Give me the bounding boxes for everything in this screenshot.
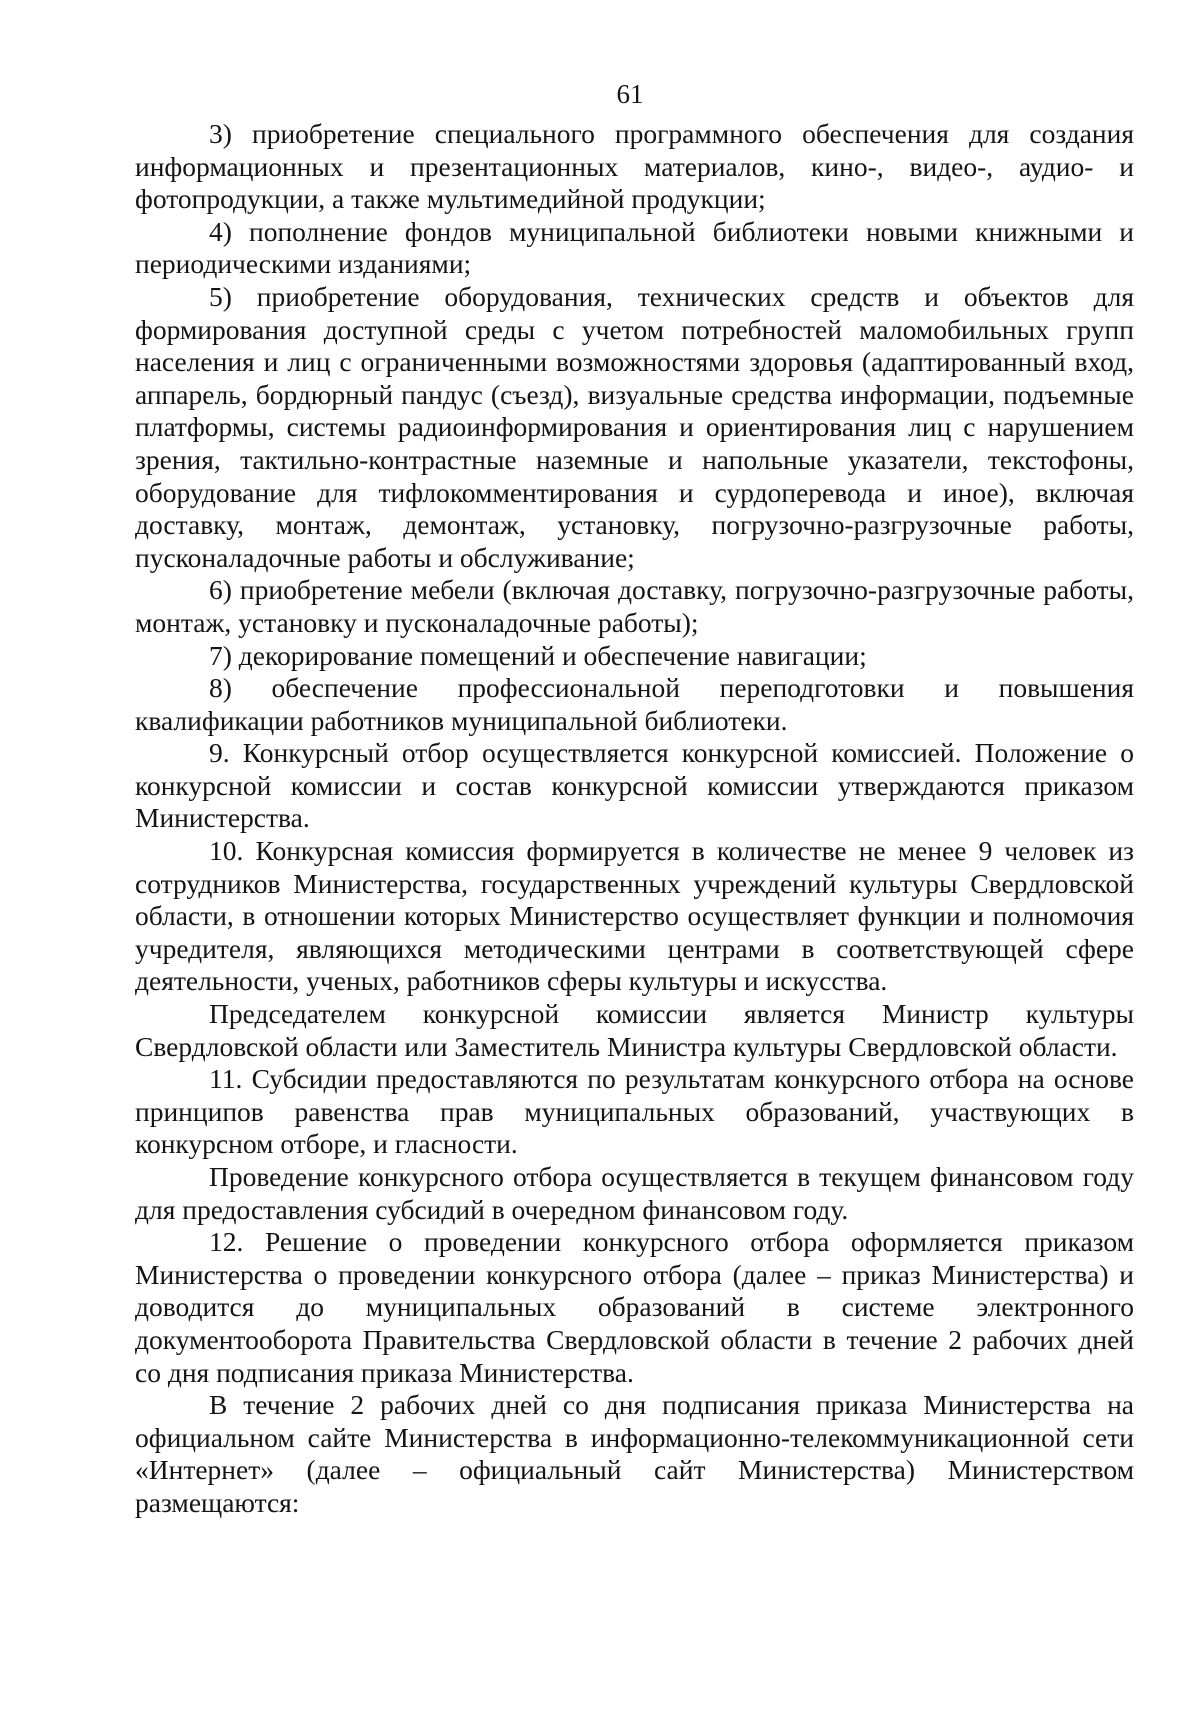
paragraph-item-6: 6) приобретение мебели (включая доставку, погрузочно-разгрузочные работы, монтаж, установку и пусконаладочные работы);: [135, 574, 1134, 638]
paragraph-clause-10: 10. Конкурсная комиссия формируется в количестве не менее 9 человек из сотрудников Министерства, государственных учреждений культуры Свердловской области, в отношении которых Министерство осуществляет функции и полномочия учредителя, являющихся методическими центрами в соответствующей сфере деятельности, ученых, работников сферы культуры и искусства.: [135, 835, 1134, 997]
paragraph-item-4: 4) пополнение фондов муниципальной библиотеки новыми книжными и периодическими изданиями;: [135, 215, 1134, 280]
paragraph-item-5: 5) приобретение оборудования, технических средств и объектов для формирования доступной среды с учетом потребностей маломобильных групп населения и лиц с ограниченными возможностями здоровья (адаптированный вход, аппарель, бордюрный пандус (съезд), визуальные средства информации, подъемные платформы, системы радиоинформирования и ориентирования лиц с нарушением зрения, тактильно-контрастные наземные и напольные указатели, текстофоны, оборудование для тифлокомментирования и сурдоперевода и иное), включая доставку, монтаж, демонтаж, установку, погрузочно-разгрузочные работы, пусконаладочные работы и обслуживание;: [135, 280, 1134, 573]
paragraph-commission-chair: Председателем конкурсной комиссии является Министр культуры Свердловской области или Заместитель Министра культуры Свердловской области.: [135, 998, 1134, 1062]
page-number: 61: [616, 79, 644, 109]
paragraph-item-7: 7) декорирование помещений и обеспечение навигации;: [209, 639, 867, 671]
document-body: [135, 118, 1134, 1520]
paragraph-item-3: 3) приобретение специального программного обеспечения для создания информационных и презентационных материалов, кино-, видео-, аудио- и фотопродукции, а также мультимедийной продукции;: [135, 118, 1134, 215]
paragraph-clause-11: 11. Субсидии предоставляются по результатам конкурсного отбора на основе принципов равенства прав муниципальных образований, участвующих в конкурсном отборе, и гласности.: [135, 1063, 1134, 1160]
paragraph-selection-timing: Проведение конкурсного отбора осуществляется в текущем финансовом году для предоставления субсидий в очередном финансовом году.: [135, 1161, 1134, 1225]
paragraph-website-publication: В течение 2 рабочих дней со дня подписания приказа Министерства на официальном сайте Министерства в информационно-телекоммуникационной сети «Интернет» (далее – официальный сайт Министерства) Министерством размещаются:: [135, 1389, 1134, 1518]
paragraph-clause-9: 9. Конкурсный отбор осуществляется конкурсной комиссией. Положение о конкурсной комиссии и состав конкурсной комиссии утверждаются приказом Министерства.: [135, 737, 1134, 834]
paragraph-item-8: 8) обеспечение профессиональной переподготовки и повышения квалификации работников муниципальной библиотеки.: [135, 672, 1134, 736]
paragraph-clause-12: 12. Решение о проведении конкурсного отбора оформляется приказом Министерства о проведении конкурсного отбора (далее – приказ Министерства) и доводится до муниципальных образований в системе электронного документооборота Правительства Свердловской области в течение 2 рабочих дней со дня подписания приказа Министерства.: [135, 1226, 1134, 1388]
